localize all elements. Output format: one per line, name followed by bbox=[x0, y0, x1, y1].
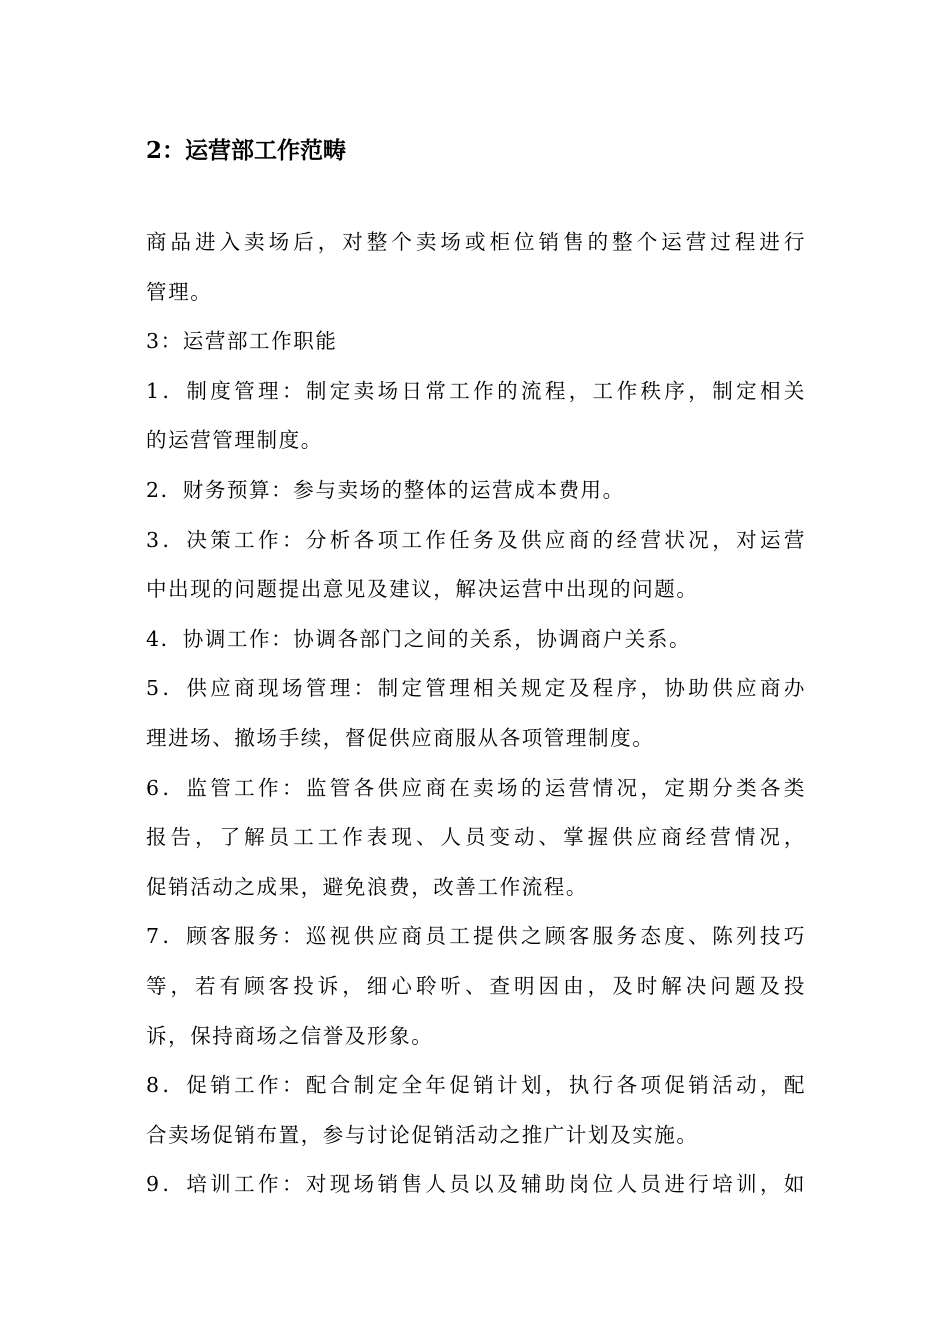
text-line: 4．协调工作：协调各部门之间的关系，协调商户关系。 bbox=[146, 626, 692, 651]
text-line: 促销活动之成果，避免浪费，改善工作流程。 bbox=[146, 874, 588, 899]
text-line: 3．决策工作：分析各项工作任务及供应商的经营状况，对运营 bbox=[146, 527, 806, 552]
text-line: 2．财务预算：参与卖场的整体的运营成本费用。 bbox=[146, 477, 625, 502]
section-heading: 2：运营部工作范畴 bbox=[146, 137, 347, 164]
text-line: 管理。 bbox=[146, 279, 213, 304]
text-line: 9．培训工作：对现场销售人员以及辅助岗位人员进行培训，如 bbox=[146, 1172, 806, 1197]
text-line: 1．制度管理：制定卖场日常工作的流程，工作秩序，制定相关 bbox=[146, 378, 806, 403]
text-line: 报告，了解员工工作表现、人员变动、掌握供应商经营情况， bbox=[146, 825, 806, 850]
text-line: 等，若有顾客投诉，细心聆听、查明因由，及时解决问题及投 bbox=[146, 973, 806, 998]
text-line: 理进场、撤场手续，督促供应商服从各项管理制度。 bbox=[146, 725, 655, 750]
text-line: 8．促销工作：配合制定全年促销计划，执行各项促销活动，配 bbox=[146, 1073, 806, 1098]
text-line: 3：运营部工作职能 bbox=[146, 329, 338, 354]
text-line: 诉，保持商场之信誉及形象。 bbox=[146, 1023, 434, 1048]
body-text bbox=[146, 218, 806, 1210]
text-line: 7．顾客服务：巡视供应商员工提供之顾客服务态度、陈列技巧 bbox=[146, 924, 806, 949]
text-line: 商品进入卖场后，对整个卖场或柜位销售的整个运营过程进行 bbox=[146, 230, 806, 254]
text-line: 的运营管理制度。 bbox=[146, 428, 323, 453]
text-line: 6．监管工作：监管各供应商在卖场的运营情况，定期分类各类 bbox=[146, 775, 806, 800]
text-line: 合卖场促销布置，参与讨论促销活动之推广计划及实施。 bbox=[146, 1122, 699, 1147]
text-line: 5．供应商现场管理：制定管理相关规定及程序，协助供应商办 bbox=[146, 676, 806, 701]
text-line: 中出现的问题提出意见及建议，解决运营中出现的问题。 bbox=[146, 577, 699, 602]
